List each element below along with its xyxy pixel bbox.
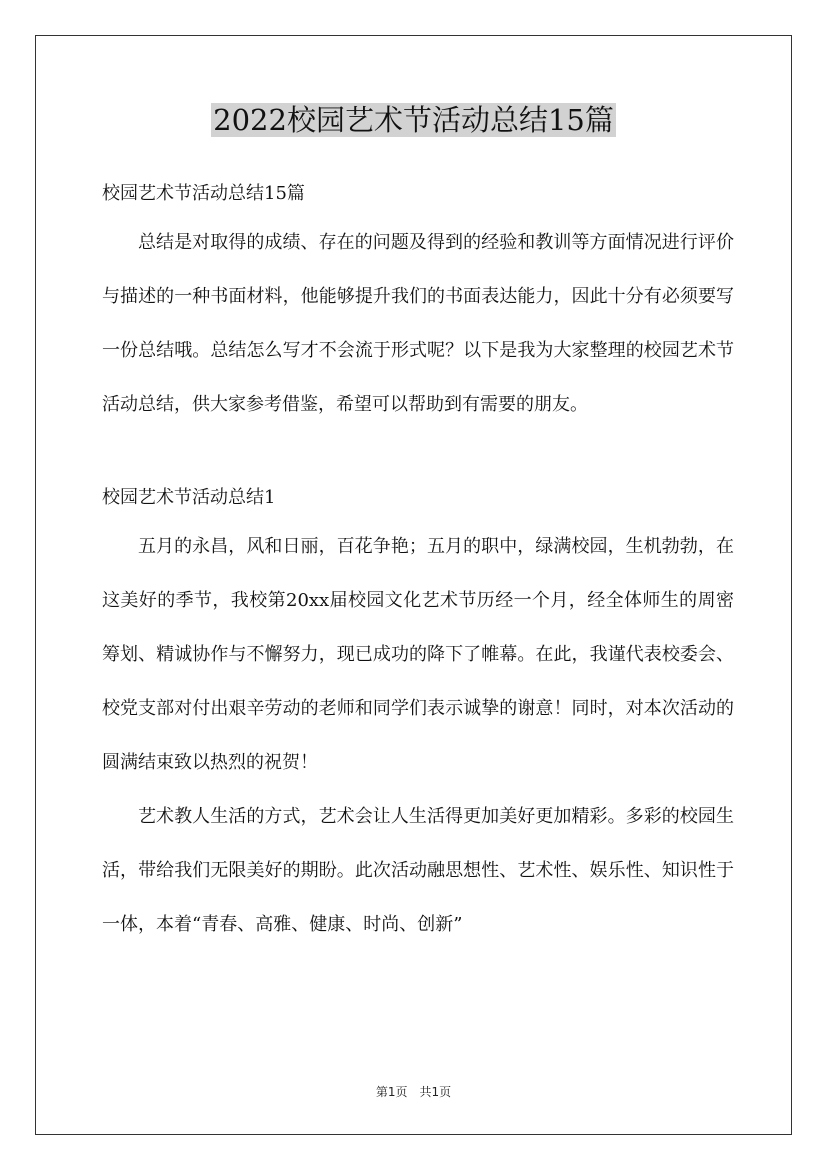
document-title [0, 100, 827, 140]
document-body [102, 172, 734, 952]
document-title-text: 2022校园艺术节活动总结15篇 [213, 103, 614, 137]
page-footer [0, 1083, 827, 1100]
document-subtitle: 校园艺术节活动总结15篇 [102, 183, 305, 204]
body-paragraph: 五月的永昌，风和日丽，百花争艳；五月的职中，绿满校园，生机勃勃，在这美好的季节，我校第20xx届校园文化艺术节历经一个月，经全体师生的周密筹划、精诚协作与不懈努力，现已成功的降下了帷幕。在此，我谨代表校委会、校党支部对付出艰辛劳动的老师和同学们表示诚挚的谢意！同时，对本次活动的圆满结束致以热烈的祝贺！ [102, 536, 734, 773]
section-spacer [102, 432, 734, 476]
page-number-label: 第1页 共1页 [375, 1085, 452, 1099]
body-paragraph: 艺术教人生活的方式，艺术会让人生活得更加美好更加精彩。多彩的校园生活，带给我们无限美好的期盼。此次活动融思想性、艺术性、娱乐性、知识性于一体，本着“青春、高雅、健康、时尚、创新” [102, 806, 734, 935]
section-heading: 校园艺术节活动总结1 [102, 487, 276, 508]
intro-paragraph: 总结是对取得的成绩、存在的问题及得到的经验和教训等方面情况进行评价与描述的一种书面材料，他能够提升我们的书面表达能力，因此十分有必须要写一份总结哦。总结怎么写才不会流于形式呢？以下是我为大家整理的校园艺术节活动总结，供大家参考借鉴，希望可以帮助到有需要的朋友。 [102, 232, 734, 415]
